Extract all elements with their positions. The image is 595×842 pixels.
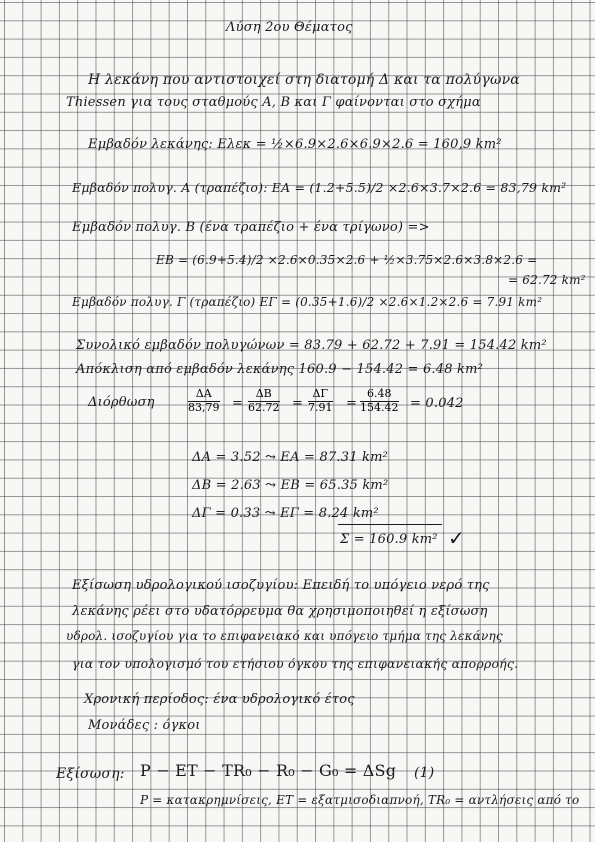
units-line: Μονάδες : όγκοι — [88, 718, 201, 733]
intro-line-2: Thiessen για τους σταθμούς Α, Β και Γ φαίνονται στο σχήμα — [66, 95, 481, 110]
total-polygon-area-line: Συνολικό εμβαδόν πολυγώνων = 83.79 + 62.72 + 7.91 = 154.42 km² — [76, 338, 547, 353]
checkmark-icon: ✓ — [448, 526, 465, 550]
corrected-area-a: ΔΑ = 3.52 ⤳ ΕΑ = 87.31 km² — [192, 450, 389, 465]
time-period-line: Χρονική περίοδος: ένα υδρολογικό έτος — [84, 692, 355, 707]
fraction-total-numerator: 6.48 — [360, 388, 399, 402]
balance-text-line-1: Εξίσωση υδρολογικού ισοζυγίου: Επειδή το υπόγειο νερό της — [72, 578, 490, 593]
intro-line-1: Η λεκάνη που αντιστοιχεί στη διατομή Δ και τα πολύγωνα — [88, 72, 520, 88]
fraction-a-denominator: 83,79 — [188, 401, 220, 414]
polygon-b-result: = 62.72 km² — [508, 273, 586, 287]
balance-text-line-4: για τον υπολογισμό του ετήσιου όγκου της επιφανειακής απορροής. — [72, 656, 519, 671]
balance-text-line-3: υδρολ. ισοζυγίου για το επιφανειακό και υπόγειο τμήμα της λεκάνης — [66, 629, 503, 643]
fraction-total-denominator: 154.42 — [360, 401, 399, 414]
fraction-eq-2: = — [292, 396, 304, 411]
correction-fraction-a — [188, 388, 220, 414]
polygon-b-label-line: Εμβαδόν πολυγ. Β (ένα τραπέζιο + ένα τρίγωνο) => — [72, 220, 430, 235]
corrected-area-sum: Σ = 160.9 km² — [340, 532, 438, 547]
polygon-b-formula-line: ΕΒ = (6.9+5.4)/2 ×2.6×0.35×2.6 + ½×3.75×2.6×3.8×2.6 = — [156, 253, 538, 267]
corrected-area-b: ΔΒ = 2.63 ⤳ ΕΒ = 65.35 km² — [192, 478, 389, 493]
sum-underline — [338, 524, 442, 525]
solution-title: Λύση 2ου Θέματος — [226, 20, 353, 35]
fraction-eq-1: = — [232, 396, 244, 411]
fraction-g-denominator: 7.91 — [308, 401, 333, 414]
fraction-b-denominator: 62.72 — [248, 401, 280, 414]
polygon-g-area-line: Εμβαδόν πολυγ. Γ (τραπέζιο) ΕΓ = (0.35+1.6)/2 ×2.6×1.2×2.6 = 7.91 km² — [72, 295, 543, 309]
corrected-area-g: ΔΓ = 0.33 ⤳ ΕΓ = 8.24 km² — [192, 506, 379, 521]
basin-area-line: Εμβαδόν λεκάνης: Ελεκ = ½×6.9×2.6×6.9×2.6 = 160,9 km² — [88, 137, 502, 152]
equation-legend-line: P = κατακρημνίσεις, ET = εξατμισοδιαπνοή, TR₀ = αντλήσεις από το — [140, 793, 580, 807]
correction-fraction-total — [360, 388, 399, 414]
correction-fraction-g — [308, 388, 333, 414]
equation-label: Εξίσωση: — [56, 766, 125, 782]
correction-fraction-b — [248, 388, 280, 414]
fraction-g-numerator: ΔΓ — [308, 388, 333, 402]
correction-factor: = 0.042 — [410, 396, 464, 411]
equation-number: (1) — [414, 765, 435, 781]
area-deviation-line: Απόκλιση από εμβαδόν λεκάνης 160.9 − 154.42 = 6.48 km² — [76, 362, 484, 377]
correction-label: Διόρθωση — [88, 395, 155, 410]
water-balance-equation: P − ET − TR₀ − R₀ − G₀ = ΔSg — [140, 761, 397, 780]
fraction-a-numerator: ΔΑ — [188, 388, 220, 402]
fraction-b-numerator: ΔΒ — [248, 388, 280, 402]
fraction-eq-3: = — [346, 396, 358, 411]
balance-text-line-2: λεκάνης ρέει στο υδατόρρευμα θα χρησιμοποιηθεί η εξίσωση — [72, 604, 488, 619]
polygon-a-area-line: Εμβαδόν πολυγ. Α (τραπέζιο): ΕΑ = (1.2+5.5)/2 ×2.6×3.7×2.6 = 83,79 km² — [72, 180, 567, 195]
